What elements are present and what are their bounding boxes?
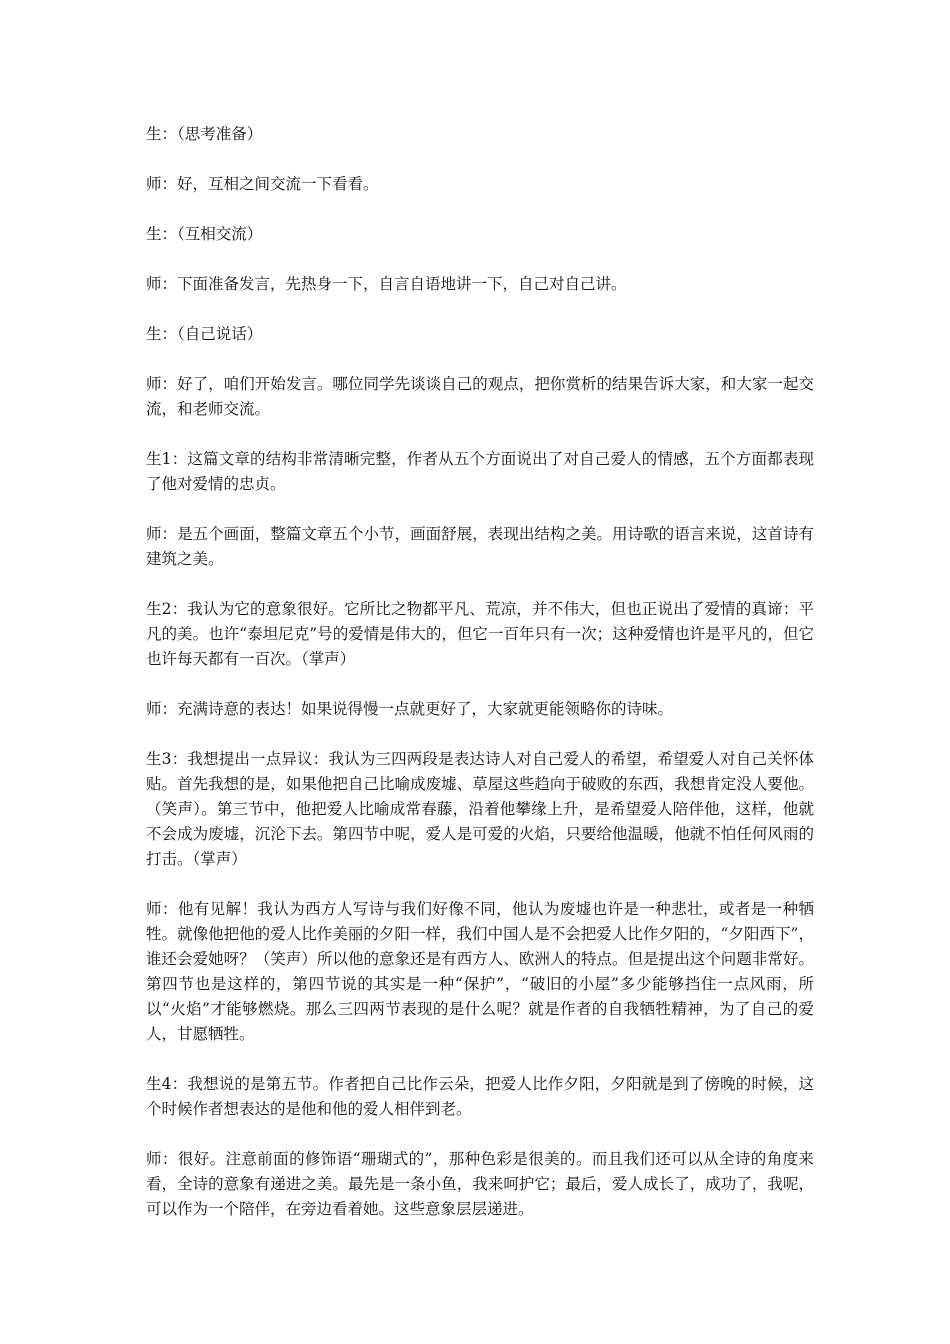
teacher-line: 师：好了，咱们开始发言。哪位同学先谈谈自己的观点，把你赏析的结果告诉大家，和大家一起交流，和老师交流。 <box>146 375 814 418</box>
student-line: 生：（思考准备） <box>146 125 263 143</box>
teacher-line: 师：下面准备发言，先热身一下，自言自语地讲一下，自己对自己讲。 <box>146 275 627 293</box>
teacher-line: 师：很好。注意前面的修饰语“珊瑚式的”，那种色彩是很美的。而且我们还可以从全诗的角度来看，全诗的意象有递进之美。最先是一条小鱼，我来呵护它；最后，爱人成长了，成功了，我呢，可以作为一个陪伴，在旁边看着她。这些意象层层递进。 <box>146 1150 814 1218</box>
student-1-line: 生1：这篇文章的结构非常清晰完整，作者从五个方面说出了对自己爱人的情感，五个方面都表现了他对爱情的忠贞。 <box>146 450 814 493</box>
dialogue-transcript <box>146 122 814 1247</box>
student-line: 生：（自己说话） <box>146 325 263 343</box>
teacher-line: 师：好，互相之间交流一下看看。 <box>146 175 379 193</box>
student-4-line: 生4：我想说的是第五节。作者把自己比作云朵，把爱人比作夕阳，夕阳就是到了傍晚的时候，这个时候作者想表达的是他和他的爱人相伴到老。 <box>146 1075 814 1118</box>
teacher-line: 师：他有见解！我认为西方人写诗与我们好像不同，他认为废墟也许是一种悲壮，或者是一种牺牲。就像他把他的爱人比作美丽的夕阳一样，我们中国人是不会把爱人比作夕阳的，“夕阳西下”，谁还会爱她呀？（笑声）所以他的意象还是有西方人、欧洲人的特点。但是提出这个问题非常好。第四节也是这样的，第四节说的其实是一种“保护”，“破旧的小屋”多少能够挡住一点风雨，所以“火焰”才能够燃烧。那么三四两节表现的是什么呢？就是作者的自我牺牲精神，为了自己的爱人，甘愿牺牲。 <box>146 900 814 1043</box>
teacher-line: 师：是五个画面，整篇文章五个小节，画面舒展，表现出结构之美。用诗歌的语言来说，这首诗有建筑之美。 <box>146 525 814 568</box>
student-line: 生：（互相交流） <box>146 225 263 243</box>
teacher-line: 师：充满诗意的表达！如果说得慢一点就更好了，大家就更能领略你的诗味。 <box>146 700 674 718</box>
student-3-line: 生3：我想提出一点异议：我认为三四两段是表达诗人对自己爱人的希望，希望爱人对自己关怀体贴。首先我想的是，如果他把自己比喻成废墟、草屋这些趋向于破败的东西，我想肯定没人要他。（笑声）。第三节中，他把爱人比喻成常春藤，沿着他攀缘上升，是希望爱人陪伴他，这样，他就不会成为废墟，沉沦下去。第四节中呢，爱人是可爱的火焰，只要给他温暖，他就不怕任何风雨的打击。（掌声） <box>146 750 814 868</box>
student-2-line: 生2：我认为它的意象很好。它所比之物都平凡、荒凉，并不伟大，但也正说出了爱情的真谛：平凡的美。也许“泰坦尼克”号的爱情是伟大的，但它一百年只有一次；这种爱情也许是平凡的，但它也许每天都有一百次。（掌声） <box>146 600 814 668</box>
